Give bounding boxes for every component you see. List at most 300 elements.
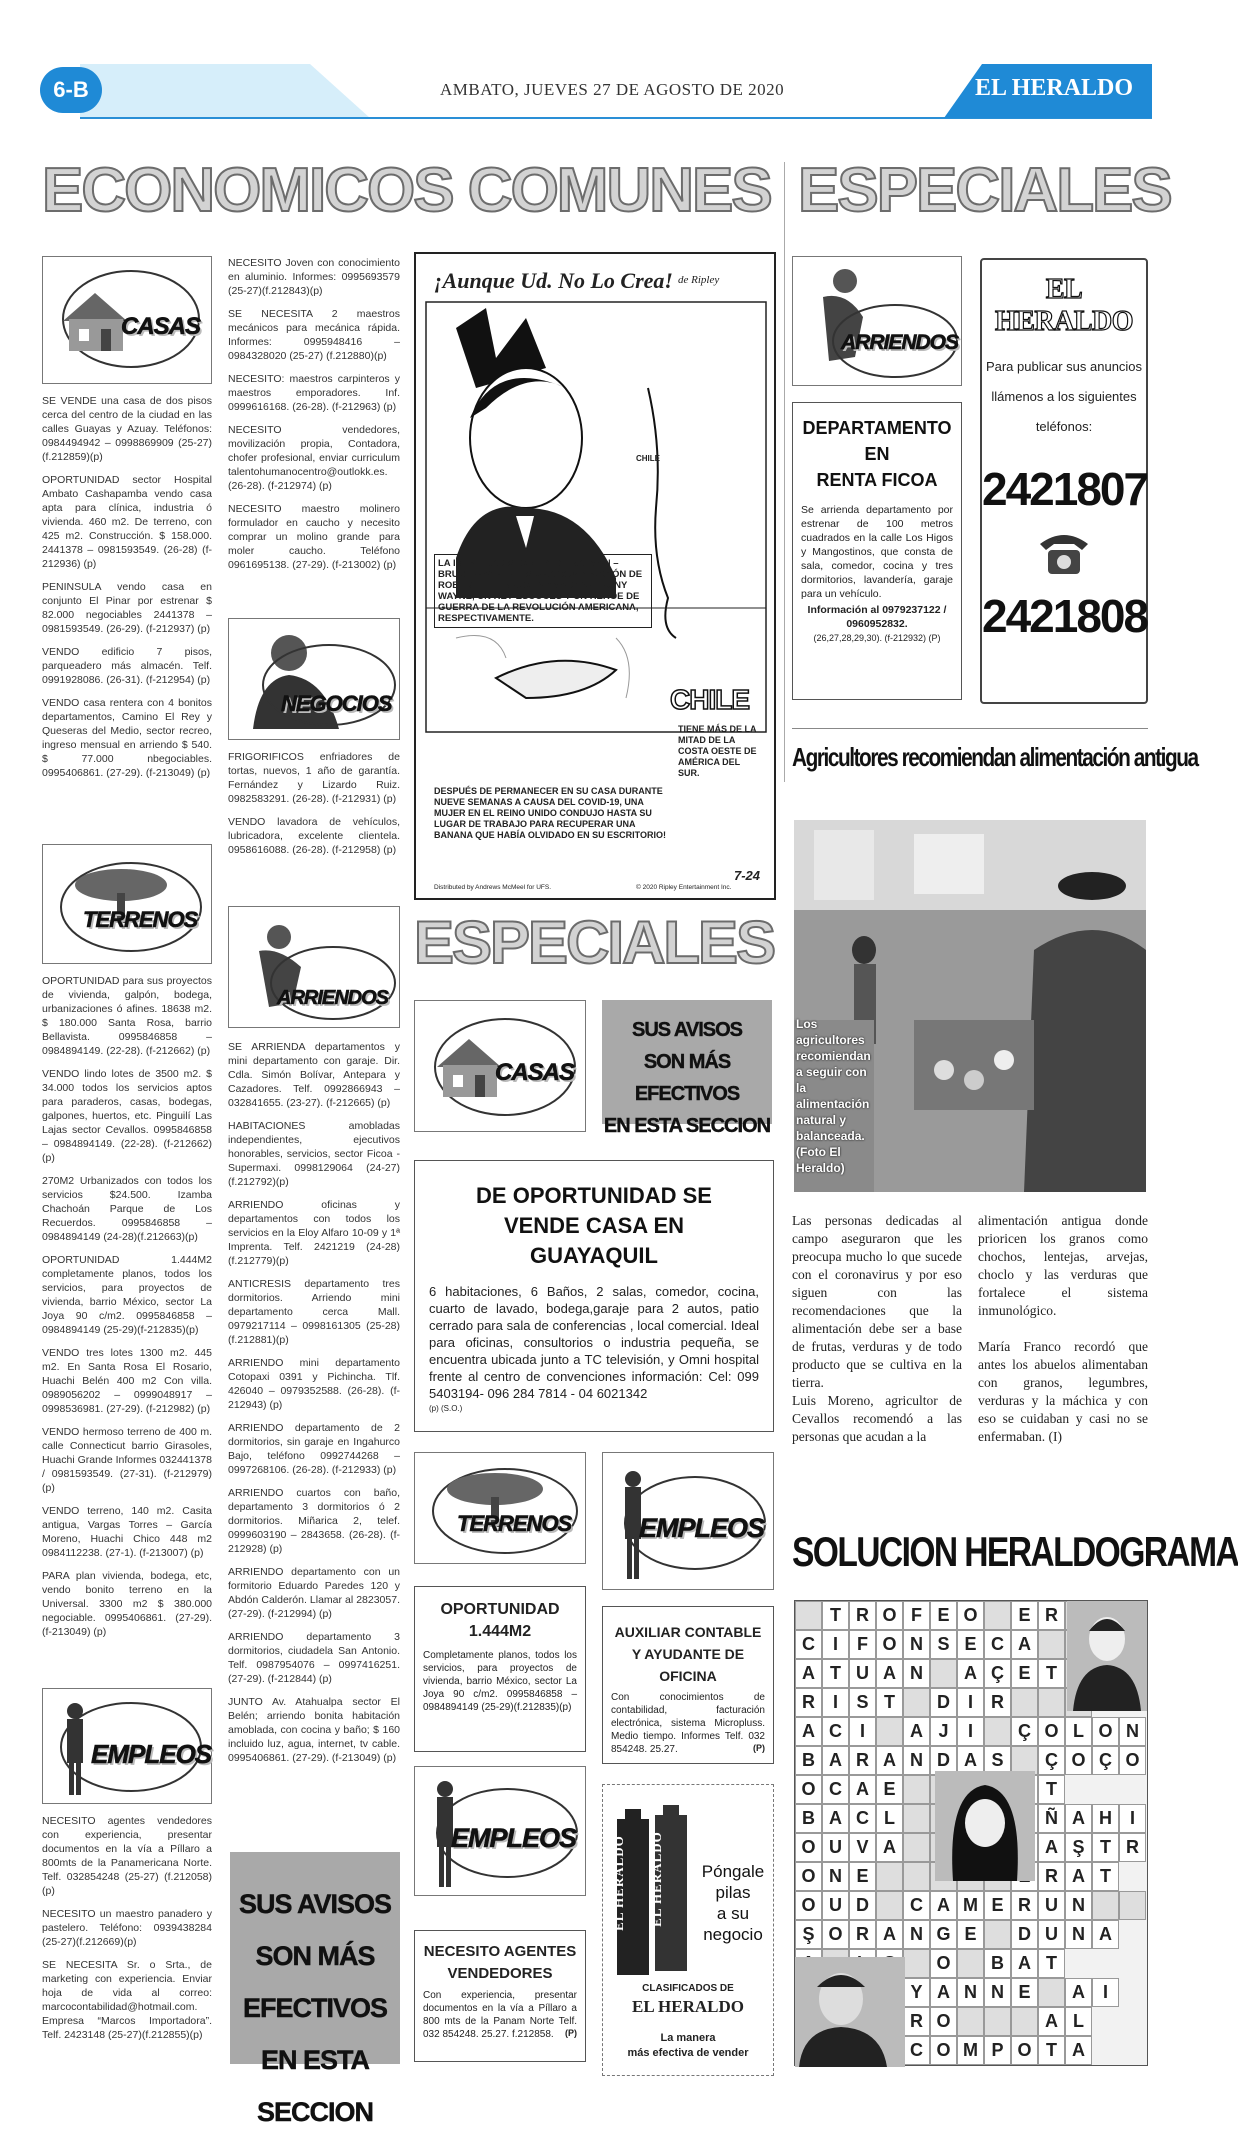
ad-title-line: EN — [864, 444, 890, 464]
empleos-label: EMPLEOS — [639, 1513, 765, 1543]
crossword-clue-cell — [1011, 1688, 1038, 1717]
ad-title-line: DEPARTAMENTO — [802, 418, 952, 438]
crossword-letter: C — [822, 1775, 849, 1804]
battery-tagline — [603, 2031, 773, 2061]
arriendos-listings — [228, 1040, 400, 1774]
crossword-letter: F — [849, 1630, 876, 1659]
crossword-letter: T — [1092, 1862, 1119, 1891]
ripley-caption-batman: LA IDENTIDAD SECRETA DE BATMAN – BRUCE WAYNE – ES UNA COMBINACIÓN DE ROBERT THE BRUCE Y "MAD" ANTHONY WAYNE, UN REY ESCOCÉS Y UN HÉROE DE GUERRA DE LA REVOLUCIÓN AMERICANA, RESPECTIVAMENTE. — [434, 554, 652, 628]
crossword-clue-cell — [1011, 2007, 1038, 2036]
crossword-letter: I — [957, 1688, 984, 1717]
crossword-letter: U — [822, 1833, 849, 1862]
batman-illustration — [416, 298, 776, 738]
crossword-letter: E — [930, 1601, 957, 1630]
list-item: ARRIENDO oficinas y departamentos con todos los servicios en la Eloy Alfaro 10-09 y 1ª Imprenta. Telf. 2421219 (24-28)(f.212779)(p) — [228, 1199, 400, 1267]
empleos-listings — [42, 1814, 212, 2051]
promo-line: SUS AVISOS — [631, 1019, 743, 1041]
crossword-letter: N — [957, 1978, 984, 2007]
crossword-title: SOLUCION HERALDOGRAMA — [792, 1528, 1238, 1575]
section-title-especiales-center: ESPECIALES — [414, 909, 775, 976]
crossword-letter: E — [849, 1862, 876, 1891]
promo-line: EN ESTA SECCION — [603, 1115, 771, 1137]
crossword-letter: O — [795, 1833, 822, 1862]
negocios-banner — [228, 618, 400, 740]
terrenos-label: TERRENOS — [83, 907, 198, 932]
ad-info: Información al 0979237122 / 0960952832. — [807, 604, 947, 630]
slogan-line: pilas — [715, 1883, 751, 1902]
crossword-letter: I — [822, 1630, 849, 1659]
ad-body: Completamente planos, todos los servicios, para proyectos de vivienda, barrio México, sector La Joya 90 c/m2. 0995846858 – 0984894149 (25-29)(f.212835)(p) — [423, 1650, 577, 1713]
chile-map-label: CHILE — [636, 454, 660, 463]
promo-line: SON MÁS EFECTIVOS — [634, 1051, 740, 1105]
crossword-letter: N — [822, 1862, 849, 1891]
ad-ref: (26,27,28,29,30). (f-212932) (P) — [813, 633, 941, 643]
crossword-letter: O — [1038, 1717, 1065, 1746]
crossword-letter: C — [903, 2036, 930, 2065]
list-item: PENINSULA vendo casa en conjunto El Pinar por estrenar $ 82.000 negociables 2441378 – 0981593549. (26-29). (f-212937) (p) — [42, 581, 212, 635]
crossword-clue-cell — [957, 2007, 984, 2036]
crossword-letter: O — [876, 1630, 903, 1659]
crossword-clue-cell — [984, 1601, 1011, 1630]
crossword-letter: A — [930, 1891, 957, 1920]
crossword-letter: L — [876, 1804, 903, 1833]
crossword-letter: T — [1038, 1659, 1065, 1688]
ripley-distributor: Distributed by Andrews McMeel for UFS. — [434, 884, 552, 891]
crossword-letter: A — [849, 1775, 876, 1804]
crossword-letter: I — [822, 1688, 849, 1717]
empleos-banner-center-1 — [602, 1452, 774, 1590]
woman-portrait — [935, 1771, 1035, 1881]
battery-paper: EL HERALDO — [632, 1997, 744, 2016]
promo-sus-avisos-col2 — [230, 1852, 400, 2127]
heraldo-phone-1: 2421807 — [982, 463, 1148, 515]
casas-listings — [42, 394, 212, 789]
ad-body: Con experiencia, presentar documentos en la vía a Píllaro a 800 mts de la Panam Norte Telf. 032 854248. 25.27. f.212858. — [423, 1990, 577, 2040]
battery-brand-2: EL HERALDO — [649, 1831, 664, 1927]
crossword-clue-cell — [957, 1949, 984, 1978]
crossword-letter: B — [984, 1949, 1011, 1978]
heraldo-logo: EL HERALDO — [994, 274, 1134, 337]
casas-label: CASAS — [121, 313, 201, 340]
slogan-line: a su — [716, 1904, 750, 1923]
crossword-letter: R — [1038, 1862, 1065, 1891]
crossword-letter: I — [1119, 1804, 1146, 1833]
crossword-clue-cell — [876, 1862, 903, 1891]
heraldo-text-line: Para publicar sus anuncios — [985, 359, 1143, 374]
crossword-letter: N — [1065, 1891, 1092, 1920]
list-item: SE ARRIENDA departamentos y mini departamento con garaje. Dir. Cdla. Simón Bolívar, Antepara y Cazadores. Telf. 0992866943 – 032841655. (23-27). (f-212665) (p) — [228, 1041, 400, 1109]
crossword-letter: B — [795, 1746, 822, 1775]
crossword-letter: E — [876, 1775, 903, 1804]
crossword-letter: T — [1038, 2036, 1065, 2065]
terrenos-banner — [42, 844, 212, 964]
crossword-letter: Ş — [795, 1920, 822, 1949]
crossword-letter: A — [1065, 1978, 1092, 2007]
crossword-letter: N — [984, 1978, 1011, 2007]
crossword-letter: A — [876, 1833, 903, 1862]
crossword-clue-cell — [1092, 1891, 1119, 1920]
newspaper-name: EL HERALDO — [975, 75, 1134, 101]
man-portrait — [1067, 1601, 1147, 1711]
crossword-letter: M — [957, 1891, 984, 1920]
terrenos-listings — [42, 974, 212, 1648]
ripley-date: 7-24 — [734, 868, 761, 883]
crossword-letter: U — [822, 1891, 849, 1920]
ad-body: Se arrienda departamento por estrenar de 100 metros cuadrados en la calle Los Higos y Mangostinos, que consta de sala, comedor, cocina y tres dormitorios, lavandería, garaje para un vehículo. — [801, 504, 953, 600]
ad-agentes-vendedores — [414, 1930, 586, 2062]
crossword-letter: S — [930, 1630, 957, 1659]
crossword-letter: N — [1065, 1920, 1092, 1949]
crossword-letter: R — [849, 1601, 876, 1630]
crossword-letter: C — [849, 1804, 876, 1833]
crossword-letter: S — [984, 1746, 1011, 1775]
ad-title-line: RENTA FICOA — [816, 470, 938, 490]
promo-line: EN ESTA SECCION — [256, 2045, 374, 2127]
crossword-clue-cell — [876, 1717, 903, 1746]
crossword-letter: E — [957, 1630, 984, 1659]
ad-departamento-ficoa — [792, 402, 962, 700]
crossword-letter: A — [1038, 2007, 1065, 2036]
column-1 — [42, 256, 212, 2116]
ripley-title: ¡Aunque Ud. No Lo Crea! — [434, 268, 673, 293]
slogan-line: Póngale — [701, 1862, 765, 1881]
list-item: PARA plan vivienda, bodega, etc, vendo bonito terreno en la Universal. 3300 m2 $ 380.000 negociable. 0995406861. (27-29). (f-213049) (p) — [42, 1570, 212, 1638]
crossword-letter: D — [849, 1891, 876, 1920]
list-item: NECESITO: maestros carpinteros y maestros emporadores. Inf. 0999616168. (26-28). (f-212963) (p) — [228, 373, 400, 413]
ad-body: 6 habitaciones, 6 Baños, 2 salas, comedor, cocina, cuarto de lavado, bodega,garaje para 2 autos, patio cerrado para sala de conferencias , local comercial. Ideal para oficinas, consultorios o industria pequeña, se encuentra ubicada junto a TC televisión, y Omni hospital frente al centro de convenciones información: Cel: 099 5403194- 096 284 7814 - 04 6021342 — [429, 1284, 759, 1401]
crossword-clue-cell — [903, 1833, 930, 1862]
list-item: NECESITO agentes vendedores con experiencia, presentar documentos en la vía a Píllaro a 800mts de la Panamericana Norte. Telf. 032854248 (25-27) (f.212058)(p) — [42, 1815, 212, 1897]
empleos-banner-center-2 — [414, 1766, 586, 1896]
woman-photo-icon — [229, 907, 401, 1029]
crossword-letter: E — [957, 1920, 984, 1949]
crossword-clue-cell — [903, 1688, 930, 1717]
heraldo-text-line: llámenos a los siguientes — [991, 389, 1137, 404]
page-number-badge: 6-B — [40, 67, 102, 113]
crossword-letter: O — [1065, 1746, 1092, 1775]
crossword-letter: I — [849, 1717, 876, 1746]
crossword-letter: G — [930, 1920, 957, 1949]
crossword-letter: E — [1011, 1978, 1038, 2007]
crossword-clue-cell — [903, 1949, 930, 1978]
negocios-label: NEGOCIOS — [281, 691, 392, 716]
crossword-letter: N — [903, 1659, 930, 1688]
crossword-letter: C — [903, 1891, 930, 1920]
list-item: ARRIENDO departamento 3 dormitorios, ciudadela San Antonio. Telf. 0987954076 – 0997416251. (27-29). (f-212844) (p) — [228, 1631, 400, 1685]
crossword-letter: O — [930, 2036, 957, 2065]
crossword-clue-cell — [876, 1891, 903, 1920]
crossword-letter: V — [849, 1833, 876, 1862]
list-item: SE VENDE una casa de dos pisos cerca del centro de la ciudad en las calles Guayas y Azuay. Teléfonos: 0984494942 – 0998869909 (25-27) (f.212859)(p) — [42, 395, 212, 463]
crossword-clue-cell — [1038, 1688, 1065, 1717]
crossword-letter: B — [795, 1804, 822, 1833]
battery-clasificados: CLASIFICADOS DE — [642, 1983, 734, 1994]
crossword-letter: N — [903, 1746, 930, 1775]
crossword-letter: A — [903, 1717, 930, 1746]
crossword-letter: C — [795, 1630, 822, 1659]
crossword-letter: R — [1119, 1833, 1146, 1862]
list-item: FRIGORIFICOS enfriadores de tortas, nuevos, 1 año de garantía. Fernández y Lizardo Ruiz. 0982583291. (26-28). (f-212931) (p) — [228, 751, 400, 805]
crossword-letter: N — [903, 1630, 930, 1659]
crossword-letter: O — [1011, 2036, 1038, 2065]
crossword-letter: L — [1065, 2007, 1092, 2036]
ad-body: Con conocimientos de contabilidad, facturación electrónica, sistema Micropluss. Medio tiempo. Informes Telf. 032 854248. 25.27. — [611, 1692, 765, 1755]
list-item: OPORTUNIDAD 1.444M2 completamente planos, todos los servicios, para proyectos de vivienda, barrio México, sector La Joya 90 c/m2. 0995846858 – 0984894149 (25-29)(f-212835)(p) — [42, 1254, 212, 1336]
businessman-photo-icon — [229, 619, 401, 741]
arriendos-banner — [228, 906, 400, 1028]
list-item: VENDO terreno, 140 m2. Casita antigua, Vargas Torres – García Moreno, Huachi Chico 448 m2 0984112238. (27-1). (f-213007) (p) — [42, 1505, 212, 1559]
crossword-letter: O — [1092, 1717, 1119, 1746]
crossword-letter: E — [1011, 1601, 1038, 1630]
list-item: ARRIENDO departamento de 2 dormitorios, sin garaje en Ingahurco Bajo, teléfono 0992744268 – 0997268106. (26-28). (f-212933) (p) — [228, 1422, 400, 1476]
crossword-letter: N — [903, 1920, 930, 1949]
crossword-letter: E — [984, 1891, 1011, 1920]
ripley-caption-banana: DESPUÉS DE PERMANECER EN SU CASA DURANTE NUEVE SEMANAS A CAUSA DEL COVID-19, UNA MUJER EN EL REINO UNIDO CONDUJO HASTA SU LUGAR DE TRABAJO PARA RECUPERAR UNA BANANA QUE HABÍA OLVIDADO EN SU ESCRITORIO! — [434, 786, 667, 840]
list-item: SE NECESITA 2 maestros mecánicos para mecánica rápida. Informes: 0995948416 – 0984328020 (25-27) (f.212880)(p) — [228, 308, 400, 362]
crossword-clue-cell — [903, 1804, 930, 1833]
promo-line: SUS AVISOS — [238, 1889, 392, 1919]
list-item: NECESITO Joven con conocimiento en aluminio. Informes: 0995693579 (25-27)(f.212843)(p) — [228, 257, 400, 297]
crossword-letter: Ç — [1092, 1746, 1119, 1775]
crossword-clue-cell — [795, 1601, 822, 1630]
crossword-letter: T — [822, 1659, 849, 1688]
crossword-letter: A — [1065, 2036, 1092, 2065]
crossword-letter: A — [1011, 1630, 1038, 1659]
crossword-clue-cell — [1038, 1630, 1065, 1659]
crossword-letter: A — [822, 1746, 849, 1775]
crossword-letter: C — [984, 1630, 1011, 1659]
crossword-letter: D — [930, 1688, 957, 1717]
arriendos-label: ARRIENDOS — [841, 331, 959, 354]
crossword-clue-cell — [930, 1659, 957, 1688]
column-2 — [228, 256, 400, 2127]
terrenos-label: TERRENOS — [457, 1511, 572, 1536]
crossword-letter: F — [903, 1601, 930, 1630]
ad-ref: (P) — [753, 1743, 765, 1753]
ripley-copyright: © 2020 Ripley Entertainment Inc. — [636, 884, 732, 891]
crossword-letter: R — [1038, 1601, 1065, 1630]
crossword-letter: Y — [903, 1978, 930, 2007]
crossword-letter: A — [957, 1659, 984, 1688]
crossword-clue-cell — [984, 2007, 1011, 2036]
ad-title: DE OPORTUNIDAD SE VENDE CASA EN GUAYAQUIL — [476, 1183, 712, 1268]
crossword-letter: A — [1092, 1920, 1119, 1949]
list-item: 270M2 Urbanizados con todos los servicios $24.500. Izamba Chachoán Parque de Los Recuerdos. 0995846858 – 0984894149 (24-28)(f.212663)(p) — [42, 1175, 212, 1243]
col2-top-listings — [228, 256, 400, 581]
chile-caption: TIENE MÁS DE LA MITAD DE LA COSTA OESTE DE AMÉRICA DEL SUR. — [678, 724, 757, 778]
ad-title: AUXILIAR CONTABLE Y AYUDANTE DE OFICINA — [614, 1624, 762, 1684]
tag-line: más efectiva de vender — [627, 2047, 749, 2059]
crossword-clue-cell — [903, 1775, 930, 1804]
crossword-letter: S — [849, 1688, 876, 1717]
chile-title: CHILE — [670, 684, 749, 715]
list-item: VENDO hermoso terreno de 400 m. calle Connecticut barrio Girasoles, Huachi Grande Informes 032441378 / 0981593549. (27-31). (f-212979) (p) — [42, 1426, 212, 1494]
crossword-letter: A — [795, 1659, 822, 1688]
ripley-cartoon — [414, 252, 776, 900]
article-divider-top — [792, 728, 1148, 729]
crossword-letter: A — [957, 1746, 984, 1775]
empleos-banner — [42, 1688, 212, 1804]
section-title-especiales: ESPECIALES — [798, 156, 1171, 225]
crossword-letter: A — [876, 1920, 903, 1949]
ad-oportunidad — [414, 1586, 586, 1752]
crossword-letter: J — [930, 1717, 957, 1746]
heraldo-text — [982, 352, 1146, 442]
crossword-letter: O — [876, 1601, 903, 1630]
crossword-letter: U — [1038, 1891, 1065, 1920]
crossword-letter: A — [1011, 1949, 1038, 1978]
ad-casa-guayaquil — [414, 1160, 774, 1432]
list-item: NECESITO maestro molinero formulador en caucho y necesito comprar un molino grande para moler caucho. Teléfono 0961695138. (27-29). (f-213002) (p) — [228, 503, 400, 571]
terrenos-banner-center — [414, 1452, 586, 1564]
ad-auxiliar-contable — [602, 1606, 774, 1764]
article-column-2: alimentación antigua donde prioricen los granos como chochos, lentejas, arvejas, choclo y las verduras que fortalece el sistema inmunológico. María Franco recordó que antes los abuelos alimentaban con granos, legumbres, verduras y la máchica y con eso se cuidaban y casi no se enfermaban. (I) — [978, 1213, 1148, 1444]
crossword-letter: T — [1038, 1949, 1065, 1978]
crossword-letter: O — [795, 1862, 822, 1891]
crossword-letter: D — [930, 1746, 957, 1775]
crossword-letter: Ş — [1065, 1833, 1092, 1862]
list-item: NECESITO vendedores, movilización propia, Contadora, chofer profesional, enviar curriculum talentohumanocentro@outlokk.es. (26-28). (f-212974) (p) — [228, 424, 400, 492]
crossword-letter: O — [930, 1949, 957, 1978]
crossword-letter: O — [957, 1601, 984, 1630]
crossword-letter: Ñ — [1038, 1804, 1065, 1833]
el-heraldo-contact-box — [980, 258, 1148, 704]
battery-brand-1: EL HERALDO — [611, 1835, 626, 1931]
woman-photo-icon — [793, 257, 963, 387]
telephone-icon — [1034, 526, 1094, 578]
crossword-letter: A — [1065, 1862, 1092, 1891]
list-item: ARRIENDO cuartos con baño, departamento 3 dormitorios ó 2 dormitorios. Miñarica 2, telef. 0999603190 – 2843658. (26-28). (f-212928) (p) — [228, 1487, 400, 1555]
crossword-letter: T — [822, 1601, 849, 1630]
title-divider — [784, 162, 785, 782]
article-headline: Agricultores recomiendan alimentación antigua — [792, 742, 1198, 772]
crossword-letter: O — [795, 1775, 822, 1804]
list-item: OPORTUNIDAD sector Hospital Ambato Cashapamba vendo casa apta para clínica, industria ó vivienda. 460 m2. De terreno, con 425 m2. Construcción. $ 158.000. 2441378 – 0981593549. (26-28) (f-212936) (p) — [42, 474, 212, 570]
article-photo-caption: Los agricultores recomiendan a seguir con la alimentación natural y balanceada. (Foto El Heraldo) — [796, 1017, 871, 1175]
crossword-letter: Ç — [1011, 1717, 1038, 1746]
crossword-letter: N — [1119, 1717, 1146, 1746]
promo-sus-avisos-center — [602, 1000, 772, 1137]
empleos-label: EMPLEOS — [91, 1739, 212, 1769]
article-column-1: Las personas dedicadas al campo aseguraron que les preocupa mucho lo que sucede con el coronavirus y por eso siguen con las recomendaciones que la alimentación debe ser a base de frutas, verduras y de todo producto que se cultiva en la tierra. Luis Moreno, agricultor de Cevallos recomendó a las personas que acudan a la — [792, 1213, 962, 1444]
header-bar — [40, 62, 1152, 120]
ad-title: NECESITO AGENTES VENDEDORES — [423, 1943, 577, 1982]
crossword-letter: L — [1065, 1717, 1092, 1746]
crossword-letter: M — [957, 2036, 984, 2065]
casas-label: CASAS — [495, 1059, 575, 1086]
crossword-letter: I — [957, 1717, 984, 1746]
empleos-label: EMPLEOS — [451, 1823, 577, 1853]
crossword-clue-cell — [984, 1717, 1011, 1746]
list-item: SE NECESITA Sr. o Srta., de marketing con experiencia. Enviar hoja de vida al correo: marcocontabilidad@hotmail.com. Empresa “Marcos Importadora”. Telf. 2423148 (25-27)(f.212855)(p) — [42, 1959, 212, 2041]
list-item: NECESITO un maestro panadero y pastelero. Teléfono: 0939438284 (25-27)(f.212669)(p) — [42, 1908, 212, 1948]
crossword-letter: P — [984, 2036, 1011, 2065]
heraldo-phone-2: 2421808 — [982, 590, 1148, 642]
crossword-frame — [794, 1600, 1148, 2066]
crossword-letter: R — [1011, 1891, 1038, 1920]
list-item: VENDO lindo lotes de 3500 m2. $ 34.000 todos los servicios aptos para paraderos, casas, bodegas, galpones, huertos, etc. Pinguilí Las Lajas sector Cevallos. 0995846858 – 0984894149. (22-28). (f-212662) (p) — [42, 1068, 212, 1164]
crossword-clue-cell — [984, 1920, 1011, 1949]
crossword-letter: R — [903, 2007, 930, 2036]
crossword-letter: D — [1011, 1920, 1038, 1949]
crossword-letter: A — [876, 1659, 903, 1688]
list-item: OPORTUNIDAD para sus proyectos de vivienda, galpón, bodega, urbanizaciones ó afines. 18638 m2. $ 180.000 Santa Rosa, barrio Bellavista. 0995846858 – 0984894149. (22-28). (f-212662) (p) — [42, 975, 212, 1057]
promo-line: SON MÁS EFECTIVOS — [242, 1941, 388, 2023]
crossword-clue-cell — [903, 1862, 930, 1891]
list-item: HABITACIONES amobladas independientes, ejecutivos honorables, servicios, sector Ficoa - Supermaxi. 0998129064 (24-27)(f.212792)(p) — [228, 1120, 400, 1188]
ad-ref: (p) (S.O.) — [429, 1404, 463, 1413]
arriendos-label: ARRIENDOS — [277, 987, 389, 1009]
crossword-letter: O — [822, 1920, 849, 1949]
list-item: VENDO lavadora de vehículos, lubricadora, excelente clientela. 0958616088. (26-28). (f-212958) (p) — [228, 816, 400, 856]
list-item: ARRIENDO mini departamento Cotopaxi 0391 y Pichincha. Tlf. 426040 – 0979352588. (26-28). (f-212943) (p) — [228, 1357, 400, 1411]
slogan-line: negocio — [703, 1925, 763, 1944]
crossword-letter: Ç — [984, 1659, 1011, 1688]
ad-title — [801, 415, 953, 493]
crossword-letter: O — [930, 2007, 957, 2036]
list-item: ARRIENDO departamento con un formitorio Eduardo Paredes 120 y Abdón Calderón. Llamar al 2823057. (27-29). (f-212994) (p) — [228, 1566, 400, 1620]
ad-ref: (P) — [565, 2028, 577, 2038]
tag-line: La manera — [660, 2032, 716, 2044]
list-item: VENDO casa rentera con 4 bonitos departamentos, Camino El Rey y Queseras del Medio, sector recreo, ingreso mensual en arriendo $ 540. $ 77.000 nbegociables. 0995406861. (27-29). (f-213049) (p) — [42, 697, 212, 779]
list-item: VENDO edificio 7 pisos, parqueadero más almacén. Telf. 0991928086. (26-31). (f-212954) (p) — [42, 646, 212, 686]
article-photo — [794, 820, 1146, 1192]
crossword-letter: R — [849, 1920, 876, 1949]
crossword-letter: I — [1092, 1978, 1119, 2007]
crossword-letter: E — [1011, 1659, 1038, 1688]
arriendos-banner-right — [792, 256, 962, 386]
section-title-economicos: ECONOMICOS COMUNES — [42, 156, 771, 225]
list-item: ANTICRESIS departamento tres dormitorios. Arriendo mini departamento cerca Mall. 0979217114 – 0998161305 (25-28)(f.212881)(p) — [228, 1278, 400, 1346]
crossword-letter: A — [822, 1804, 849, 1833]
list-item: VENDO tres lotes 1300 m2. 445 m2. En Santa Rosa El Rosario, Huachi Belén 400 m2 Con villa. 0989056202 – 0999048917 – 0998536981. (27-29). (f-212982) (p) — [42, 1347, 212, 1415]
issue-date: AMBATO, JUEVES 27 DE AGOSTO DE 2020 — [440, 80, 785, 99]
crossword-letter: C — [822, 1717, 849, 1746]
list-item: JUNTO Av. Atahualpa sector El Belén; arriendo bonita habitación amoblada, con cocina y baño; $ 160 incluido luz, agua, internet, tv cable. 0995406861. (27-29). (f-213049) (p) — [228, 1696, 400, 1764]
tree-icon — [43, 845, 213, 965]
crossword-letter: R — [795, 1688, 822, 1717]
crossword-letter: Ç — [1038, 1746, 1065, 1775]
negocios-listings — [228, 750, 400, 866]
ad-clasificados-pilas — [602, 1784, 774, 2076]
crossword-letter: T — [1092, 1833, 1119, 1862]
ripley-brand: de Ripley — [678, 274, 720, 286]
crossword-letter: R — [984, 1688, 1011, 1717]
crossword-letter: O — [795, 1891, 822, 1920]
crossword-letter: T — [876, 1688, 903, 1717]
casas-banner — [42, 256, 212, 384]
crossword-clue-cell — [1119, 1891, 1146, 1920]
casas-banner-center — [414, 1000, 586, 1132]
crossword-letter: A — [930, 1978, 957, 2007]
battery-slogan — [691, 1861, 775, 1945]
tree-icon — [415, 1453, 587, 1565]
heraldo-text-line: teléfonos: — [1035, 419, 1093, 434]
crossword-letter: A — [795, 1717, 822, 1746]
crossword-letter: R — [849, 1746, 876, 1775]
crossword-letter: A — [1038, 1833, 1065, 1862]
crossword-letter: A — [1065, 1804, 1092, 1833]
ad-title: OPORTUNIDAD 1.444M2 — [440, 1601, 560, 1640]
crossword-letter: O — [1119, 1746, 1146, 1775]
crossword-letter: T — [1038, 1775, 1065, 1804]
crossword-letter: H — [1092, 1804, 1119, 1833]
crossword-clue-cell — [1038, 1978, 1065, 2007]
singer-portrait — [795, 1957, 905, 2067]
crossword-letter: U — [1038, 1920, 1065, 1949]
crossword-letter: A — [876, 1746, 903, 1775]
crossword-letter: U — [849, 1659, 876, 1688]
